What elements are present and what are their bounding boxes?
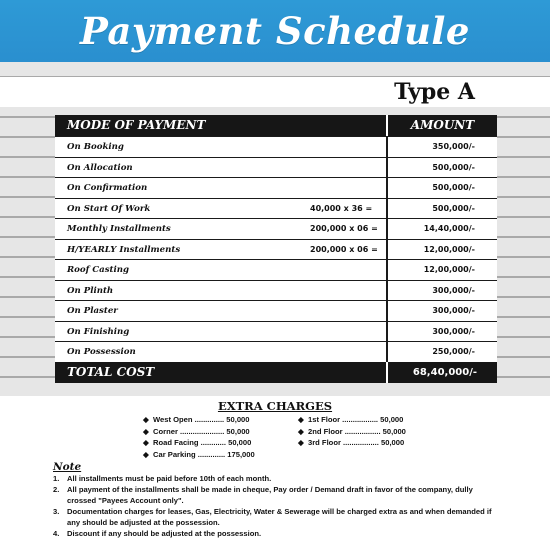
extra-charge-text: West Open .............. 50,000	[153, 415, 250, 424]
note-item	[53, 506, 493, 528]
type-bar	[0, 77, 550, 107]
row-amount: 12,00,000/-	[423, 244, 475, 254]
row-label: H/YEARLY Installments	[67, 244, 181, 255]
note-text: All installments must be paid before 10th of each month.	[67, 474, 272, 483]
row-amount: 12,00,000/-	[423, 265, 475, 274]
row-label: On Finishing	[67, 326, 130, 337]
total-amount: 68,40,000/-	[412, 366, 477, 378]
row-label: On Possession	[67, 347, 136, 357]
extra-charges-title: EXTRA CHARGES	[217, 399, 333, 413]
row-amount: 14,40,000/-	[423, 224, 475, 233]
total-row	[55, 362, 497, 383]
diamond-bullet-icon: ◆	[143, 415, 149, 424]
note-text: Discount if any should be adjusted at the possession.	[67, 529, 262, 538]
row-amount: 300,000/-	[432, 285, 475, 295]
note-text: All payment of the installments shall be made in cheque, Pay order / Demand draft in favor of the company, dully crossed "Payees Account only".	[67, 485, 473, 505]
extra-charge-text: Car Parking ............. 175,000	[153, 449, 255, 459]
note-item	[53, 528, 493, 539]
extra-charges-left	[143, 414, 255, 460]
row-label: On Confirmation	[67, 183, 148, 193]
extra-charge-text: Road Facing ............ 50,000	[153, 438, 252, 447]
table-row	[55, 157, 497, 178]
note-number: 4.	[53, 529, 60, 538]
diamond-bullet-icon: ◆	[143, 449, 149, 459]
note-number: 2.	[53, 485, 60, 494]
table-row	[55, 341, 497, 362]
diamond-bullet-icon: ◆	[143, 426, 149, 436]
extra-charge-text: 1st Floor ................. 50,000	[308, 415, 404, 424]
table-row	[55, 239, 497, 260]
extra-charge-item	[143, 414, 255, 426]
row-label: On Plaster	[67, 306, 118, 316]
row-label: On Allocation	[67, 162, 133, 173]
total-label: TOTAL COST	[55, 362, 388, 383]
row-calc: 200,000 x 06 =	[310, 224, 378, 233]
note-title: Note	[53, 461, 82, 473]
table-row	[55, 177, 497, 198]
diamond-bullet-icon: ◆	[143, 438, 149, 447]
header-mode-of-payment: MODE OF PAYMENT	[55, 115, 388, 136]
row-label: On Start Of Work	[67, 203, 151, 214]
row-amount: 500,000/-	[432, 162, 475, 172]
header-amount: AMOUNT	[410, 118, 475, 132]
type-label: Type A	[394, 79, 475, 105]
table-row	[55, 198, 497, 219]
extra-charge-item	[143, 437, 255, 449]
note-number: 1.	[53, 474, 60, 483]
extra-charges-right	[298, 414, 406, 449]
row-label: On Plinth	[67, 285, 114, 296]
table-row	[55, 136, 497, 157]
note-item	[53, 473, 493, 484]
row-calc: 40,000 x 36 =	[310, 203, 373, 213]
row-amount: 300,000/-	[432, 326, 475, 336]
note-number: 3.	[53, 507, 60, 516]
row-amount: 250,000/-	[432, 347, 475, 356]
extra-charge-text: Corner ..................... 50,000	[153, 426, 250, 436]
note-text: Documentation charges for leases, Gas, Electricity, Water & Sewerage will be charged extra as and when demanded if any should be adjusted at the possession.	[67, 507, 492, 527]
row-label: Monthly Installments	[67, 224, 171, 234]
notes-list	[53, 473, 493, 539]
diamond-bullet-icon: ◆	[298, 426, 304, 436]
extra-charge-text: 2nd Floor ................. 50,000	[308, 426, 406, 436]
table-row	[55, 300, 497, 321]
diamond-bullet-icon: ◆	[298, 438, 304, 447]
row-label: Roof Casting	[67, 265, 130, 275]
title-banner	[0, 0, 550, 62]
row-label: On Booking	[67, 142, 124, 152]
table-row	[55, 280, 497, 301]
table-row	[55, 321, 497, 342]
row-amount: 350,000/-	[432, 142, 475, 151]
extra-charge-item	[298, 426, 406, 438]
table-row	[55, 218, 497, 239]
extra-charge-item	[298, 414, 406, 426]
table-row	[55, 259, 497, 280]
note-item	[53, 484, 493, 506]
payment-schedule-table	[55, 115, 497, 383]
table-header	[55, 115, 497, 136]
extra-charge-item	[143, 449, 255, 461]
extra-charge-item	[298, 437, 406, 449]
row-amount: 500,000/-	[432, 183, 475, 192]
row-calc: 200,000 x 06 =	[310, 244, 378, 254]
row-amount: 300,000/-	[432, 306, 475, 315]
diamond-bullet-icon: ◆	[298, 415, 304, 424]
extra-charge-item	[143, 426, 255, 438]
page-title: Payment Schedule	[80, 9, 470, 53]
extra-charge-text: 3rd Floor ................. 50,000	[308, 438, 405, 447]
row-amount: 500,000/-	[432, 203, 475, 213]
